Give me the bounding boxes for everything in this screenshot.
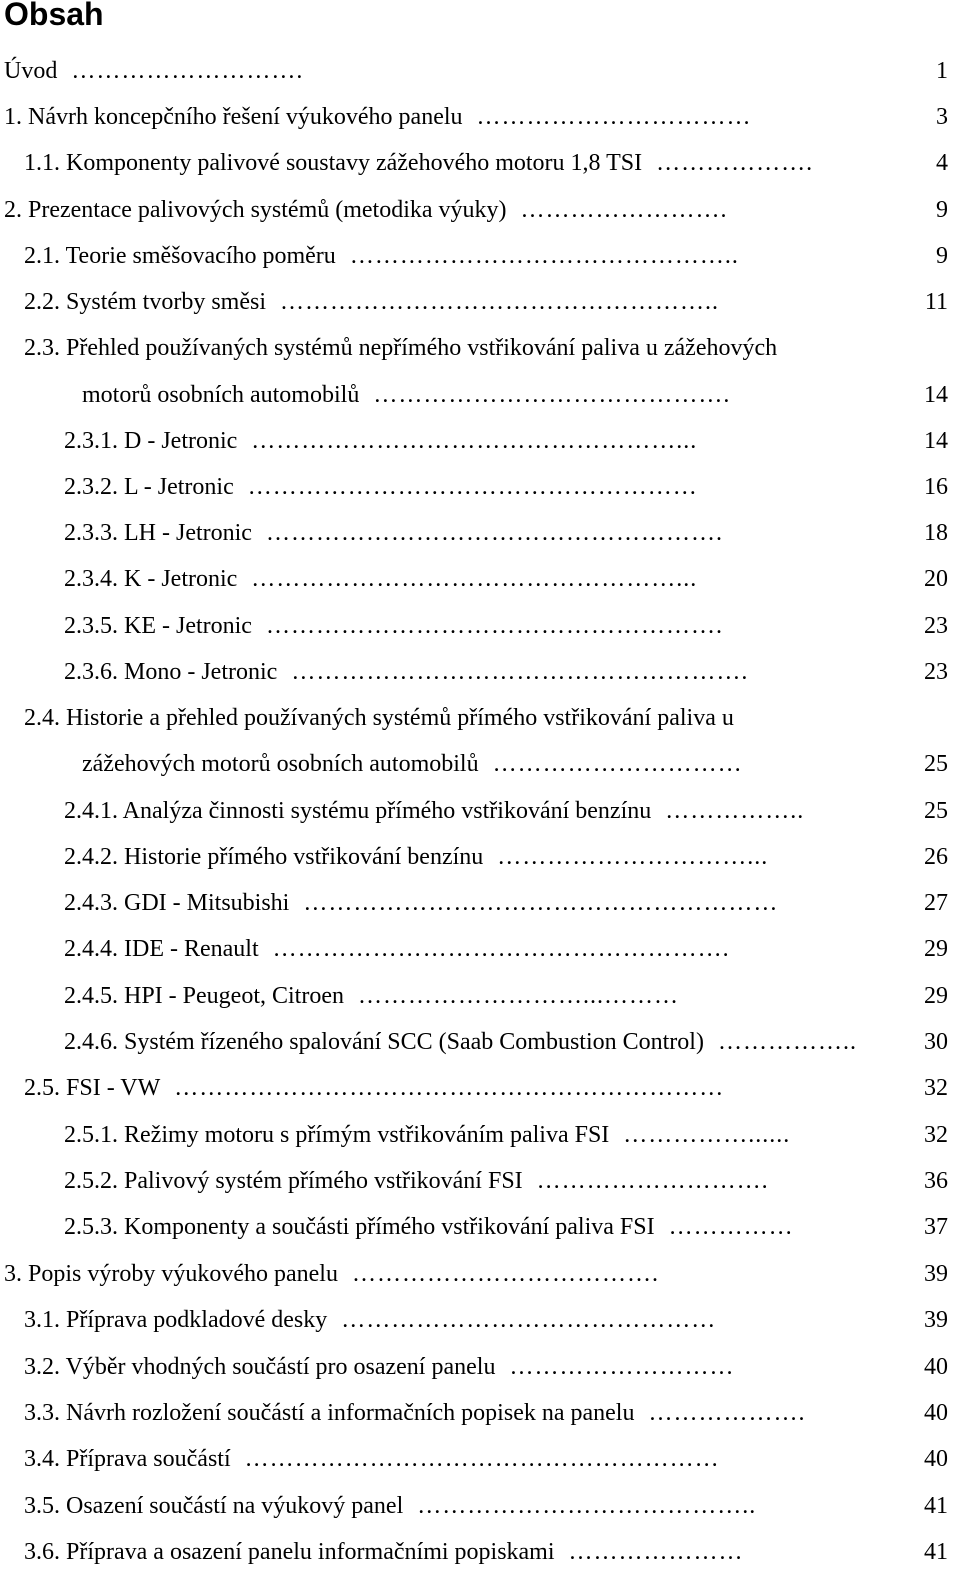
toc-entry <box>0 426 960 472</box>
toc-entry-text: 2.4. Historie a přehled používaných systémů přímého vstřikování paliva u <box>24 705 734 731</box>
toc-entry-text: 2.3.1. D - Jetronic <box>64 428 238 454</box>
toc-entry <box>0 102 960 148</box>
toc-entry <box>0 380 960 426</box>
toc-page-number: 40 <box>924 1400 948 1426</box>
toc-leader-dots: …………….. <box>717 1029 857 1055</box>
toc-page-number: 26 <box>924 844 948 870</box>
toc-page-number: 20 <box>924 566 948 592</box>
toc-leader-dots: …………… <box>668 1214 794 1240</box>
toc-entry-text: zážehových motorů osobních automobilů <box>82 751 479 777</box>
toc-entry-text: 3.6. Příprava a osazení panelu informačními popiskami <box>24 1539 555 1565</box>
toc-entry <box>0 1259 960 1305</box>
toc-entry-text: 1. Návrh koncepčního řešení výukového panelu <box>4 104 463 130</box>
toc-leader-dots: ……………...... <box>623 1122 791 1148</box>
toc-leader-dots: ………………………………………………. <box>265 520 723 546</box>
toc-entry-text: 2.4.3. GDI - Mitsubishi <box>64 890 290 916</box>
toc-leader-dots: ………………………………. <box>351 1261 659 1287</box>
toc-entry-text: 1.1. Komponenty palivové soustavy zážehového motoru 1,8 TSI <box>24 150 643 176</box>
toc-page-number: 14 <box>924 382 948 408</box>
toc-leader-dots: ……………………… <box>509 1354 735 1380</box>
toc-entry <box>0 842 960 888</box>
toc-entry-text: 3.4. Příprava součástí <box>24 1446 231 1472</box>
toc-leader-dots: …………………………... <box>497 844 769 870</box>
toc-entry <box>0 1352 960 1398</box>
toc-page-number: 23 <box>924 659 948 685</box>
toc-leader-dots: ………………………...……… <box>357 983 679 1009</box>
toc-entry-text: 3.3. Návrh rozložení součástí a informačních popisek na panelu <box>24 1400 635 1426</box>
toc-entry <box>0 1537 960 1583</box>
toc-entry-text: 3.5. Osazení součástí na výukový panel <box>24 1493 404 1519</box>
toc-page-number: 29 <box>924 936 948 962</box>
toc-entry-text: 2.2. Systém tvorby směsi <box>24 289 267 315</box>
toc-entry <box>0 1120 960 1166</box>
toc-entry <box>0 934 960 980</box>
toc-leader-dots: ……………………. <box>520 197 728 223</box>
toc-page-number: 4 <box>936 150 948 176</box>
toc-entry-text: 3.2. Výběr vhodných součástí pro osazení panelu <box>24 1354 496 1380</box>
toc-leader-dots: ……………………………………….. <box>349 243 739 269</box>
toc-page-number: 9 <box>936 243 948 269</box>
toc-page-number: 39 <box>924 1307 948 1333</box>
toc-entry-text: 3. Popis výroby výukového panelu <box>4 1261 338 1287</box>
toc-title: Obsah <box>4 0 104 32</box>
toc-leader-dots: ………………………. <box>536 1168 769 1194</box>
toc-leader-dots: ………………………………………………… <box>303 890 779 916</box>
toc-entry-text: 2.5.3. Komponenty a součásti přímého vstřikování paliva FSI <box>64 1214 655 1240</box>
toc-leader-dots: ………………………… <box>492 751 743 777</box>
toc-leader-dots: ………………. <box>656 150 814 176</box>
toc-entry-text: 2.3.4. K - Jetronic <box>64 566 238 592</box>
toc-entry-text: 2.5.2. Palivový systém přímého vstřikování FSI <box>64 1168 523 1194</box>
toc-entry <box>0 1491 960 1537</box>
toc-entry <box>0 1027 960 1073</box>
toc-entry <box>0 564 960 610</box>
toc-entry <box>0 148 960 194</box>
toc-leader-dots: ………………………………….. <box>417 1493 757 1519</box>
toc-entry-text: 2.4.5. HPI - Peugeot, Citroen <box>64 983 344 1009</box>
toc-entry <box>0 1073 960 1119</box>
toc-page-number: 3 <box>936 104 948 130</box>
toc-page-number: 23 <box>924 613 948 639</box>
toc-page-number: 29 <box>924 983 948 1009</box>
toc-entry-text: 2. Prezentace palivových systémů (metodika výuky) <box>4 197 507 223</box>
toc-entry-text: 2.3.6. Mono - Jetronic <box>64 659 278 685</box>
toc-entry-text: 2.3.3. LH - Jetronic <box>64 520 252 546</box>
toc-page-number: 40 <box>924 1446 948 1472</box>
toc-entry-text: 2.4.6. Systém řízeného spalování SCC (Saab Combustion Control) <box>64 1029 704 1055</box>
toc-leader-dots: ……………………………………………... <box>251 428 698 454</box>
toc-entry <box>0 1166 960 1212</box>
toc-entry-text: motorů osobních automobilů <box>82 382 360 408</box>
toc-leader-dots: ………………………………………………. <box>265 613 723 639</box>
toc-entry <box>0 1398 960 1444</box>
toc-entry-text: 2.3. Přehled používaných systémů nepřímého vstřikování paliva u zážehových <box>24 335 778 361</box>
toc-entry-text: 2.5.1. Režimy motoru s přímým vstřikováním paliva FSI <box>64 1122 610 1148</box>
toc-page-number: 25 <box>924 751 948 777</box>
toc-entry <box>0 195 960 241</box>
toc-entry-text: 2.4.2. Historie přímého vstřikování benzínu <box>64 844 484 870</box>
toc-entry <box>0 56 960 102</box>
toc-entry-text: 2.5. FSI - VW <box>24 1075 161 1101</box>
toc-entry-text: 2.4.4. IDE - Renault <box>64 936 259 962</box>
toc-entry-text: Úvod <box>4 58 58 84</box>
toc-page-number: 30 <box>924 1029 948 1055</box>
toc-entry <box>0 796 960 842</box>
toc-entry <box>0 981 960 1027</box>
toc-leader-dots: ………………………………………………………… <box>174 1075 725 1101</box>
toc-leader-dots: …………………………… <box>476 104 752 130</box>
toc-entry-text: 2.3.2. L - Jetronic <box>64 474 234 500</box>
toc-page-number: 41 <box>924 1493 948 1519</box>
toc-leader-dots: ……………………………………………… <box>247 474 698 500</box>
toc-page-number: 11 <box>924 289 948 315</box>
toc-leader-dots: ………………………………………………. <box>272 936 730 962</box>
toc-leader-dots: …………….. <box>665 798 805 824</box>
toc-page-number: 14 <box>924 428 948 454</box>
toc-leader-dots: ………………… <box>568 1539 744 1565</box>
toc-page-number: 16 <box>924 474 948 500</box>
toc-entry <box>0 657 960 703</box>
toc-entry <box>0 611 960 657</box>
toc-entry-text: 2.1. Teorie směšovacího poměru <box>24 243 336 269</box>
toc-entry <box>0 287 960 333</box>
toc-entry <box>0 1444 960 1490</box>
toc-entry <box>0 333 960 379</box>
toc-leader-dots: ……………………………………. <box>373 382 731 408</box>
toc-page-number: 27 <box>924 890 948 916</box>
toc-entry-text: 2.4.1. Analýza činnosti systému přímého vstřikování benzínu <box>64 798 652 824</box>
toc-page-number: 36 <box>924 1168 948 1194</box>
toc-entry-text: 2.3.5. KE - Jetronic <box>64 613 252 639</box>
toc-entry <box>0 888 960 934</box>
toc-entry <box>0 472 960 518</box>
toc-page-number: 41 <box>924 1539 948 1565</box>
toc-page-number: 1 <box>936 58 948 84</box>
toc-entry <box>0 518 960 564</box>
toc-page-number: 32 <box>924 1075 948 1101</box>
toc-page-number: 37 <box>924 1214 948 1240</box>
toc-leader-dots: ……………………………………… <box>341 1307 717 1333</box>
toc-page-number: 32 <box>924 1122 948 1148</box>
toc-leader-dots: …………………………………………….. <box>280 289 720 315</box>
toc-leader-dots: ……………………………………………... <box>251 566 698 592</box>
toc-leader-dots: ………………………………………………. <box>291 659 749 685</box>
toc-page-number: 25 <box>924 798 948 824</box>
toc-page-number: 39 <box>924 1261 948 1287</box>
toc-entry <box>0 703 960 749</box>
toc-entry <box>0 241 960 287</box>
toc-entry <box>0 749 960 795</box>
toc-leader-dots: ………………. <box>648 1400 806 1426</box>
toc-leader-dots: ………………………. <box>71 58 304 84</box>
toc-page-number: 40 <box>924 1354 948 1380</box>
toc-entry <box>0 1212 960 1258</box>
toc-entry-text: 3.1. Příprava podkladové desky <box>24 1307 328 1333</box>
toc-leader-dots: ………………………………………………… <box>244 1446 720 1472</box>
toc-page-number: 18 <box>924 520 948 546</box>
toc-entry <box>0 1305 960 1351</box>
toc-page-number: 9 <box>936 197 948 223</box>
